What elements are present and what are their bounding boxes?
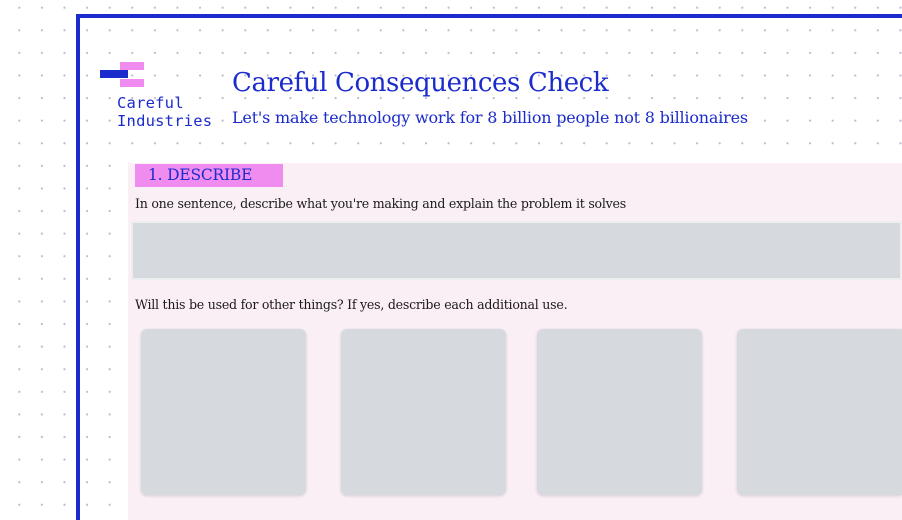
logo-pink-bar: [120, 62, 144, 70]
page-title: Careful Consequences Check: [232, 68, 609, 98]
frame-left-border: [76, 14, 80, 520]
page-subtitle: Let's make technology work for 8 billion people not 8 billionaires: [232, 108, 748, 127]
logo-pink-bar-lower: [120, 79, 144, 87]
logo-text-line2: Industries: [117, 112, 213, 130]
additional-use-box-3[interactable]: [537, 329, 702, 495]
additional-use-box-4[interactable]: [737, 329, 902, 495]
question-other-uses: Will this be used for other things? If yes, describe each additional use.: [135, 297, 568, 312]
frame-top-border: [76, 14, 902, 18]
section-label-describe: 1. DESCRIBE: [135, 164, 283, 187]
careful-industries-logo: [100, 62, 220, 134]
logo-text-line1: Careful: [117, 94, 184, 112]
additional-use-box-1[interactable]: [141, 329, 306, 495]
one-sentence-answer-field[interactable]: [131, 221, 902, 280]
logo-blue-bar: [100, 70, 128, 78]
question-one-sentence: In one sentence, describe what you're making and explain the problem it solves: [135, 196, 626, 211]
additional-use-box-2[interactable]: [341, 329, 506, 495]
